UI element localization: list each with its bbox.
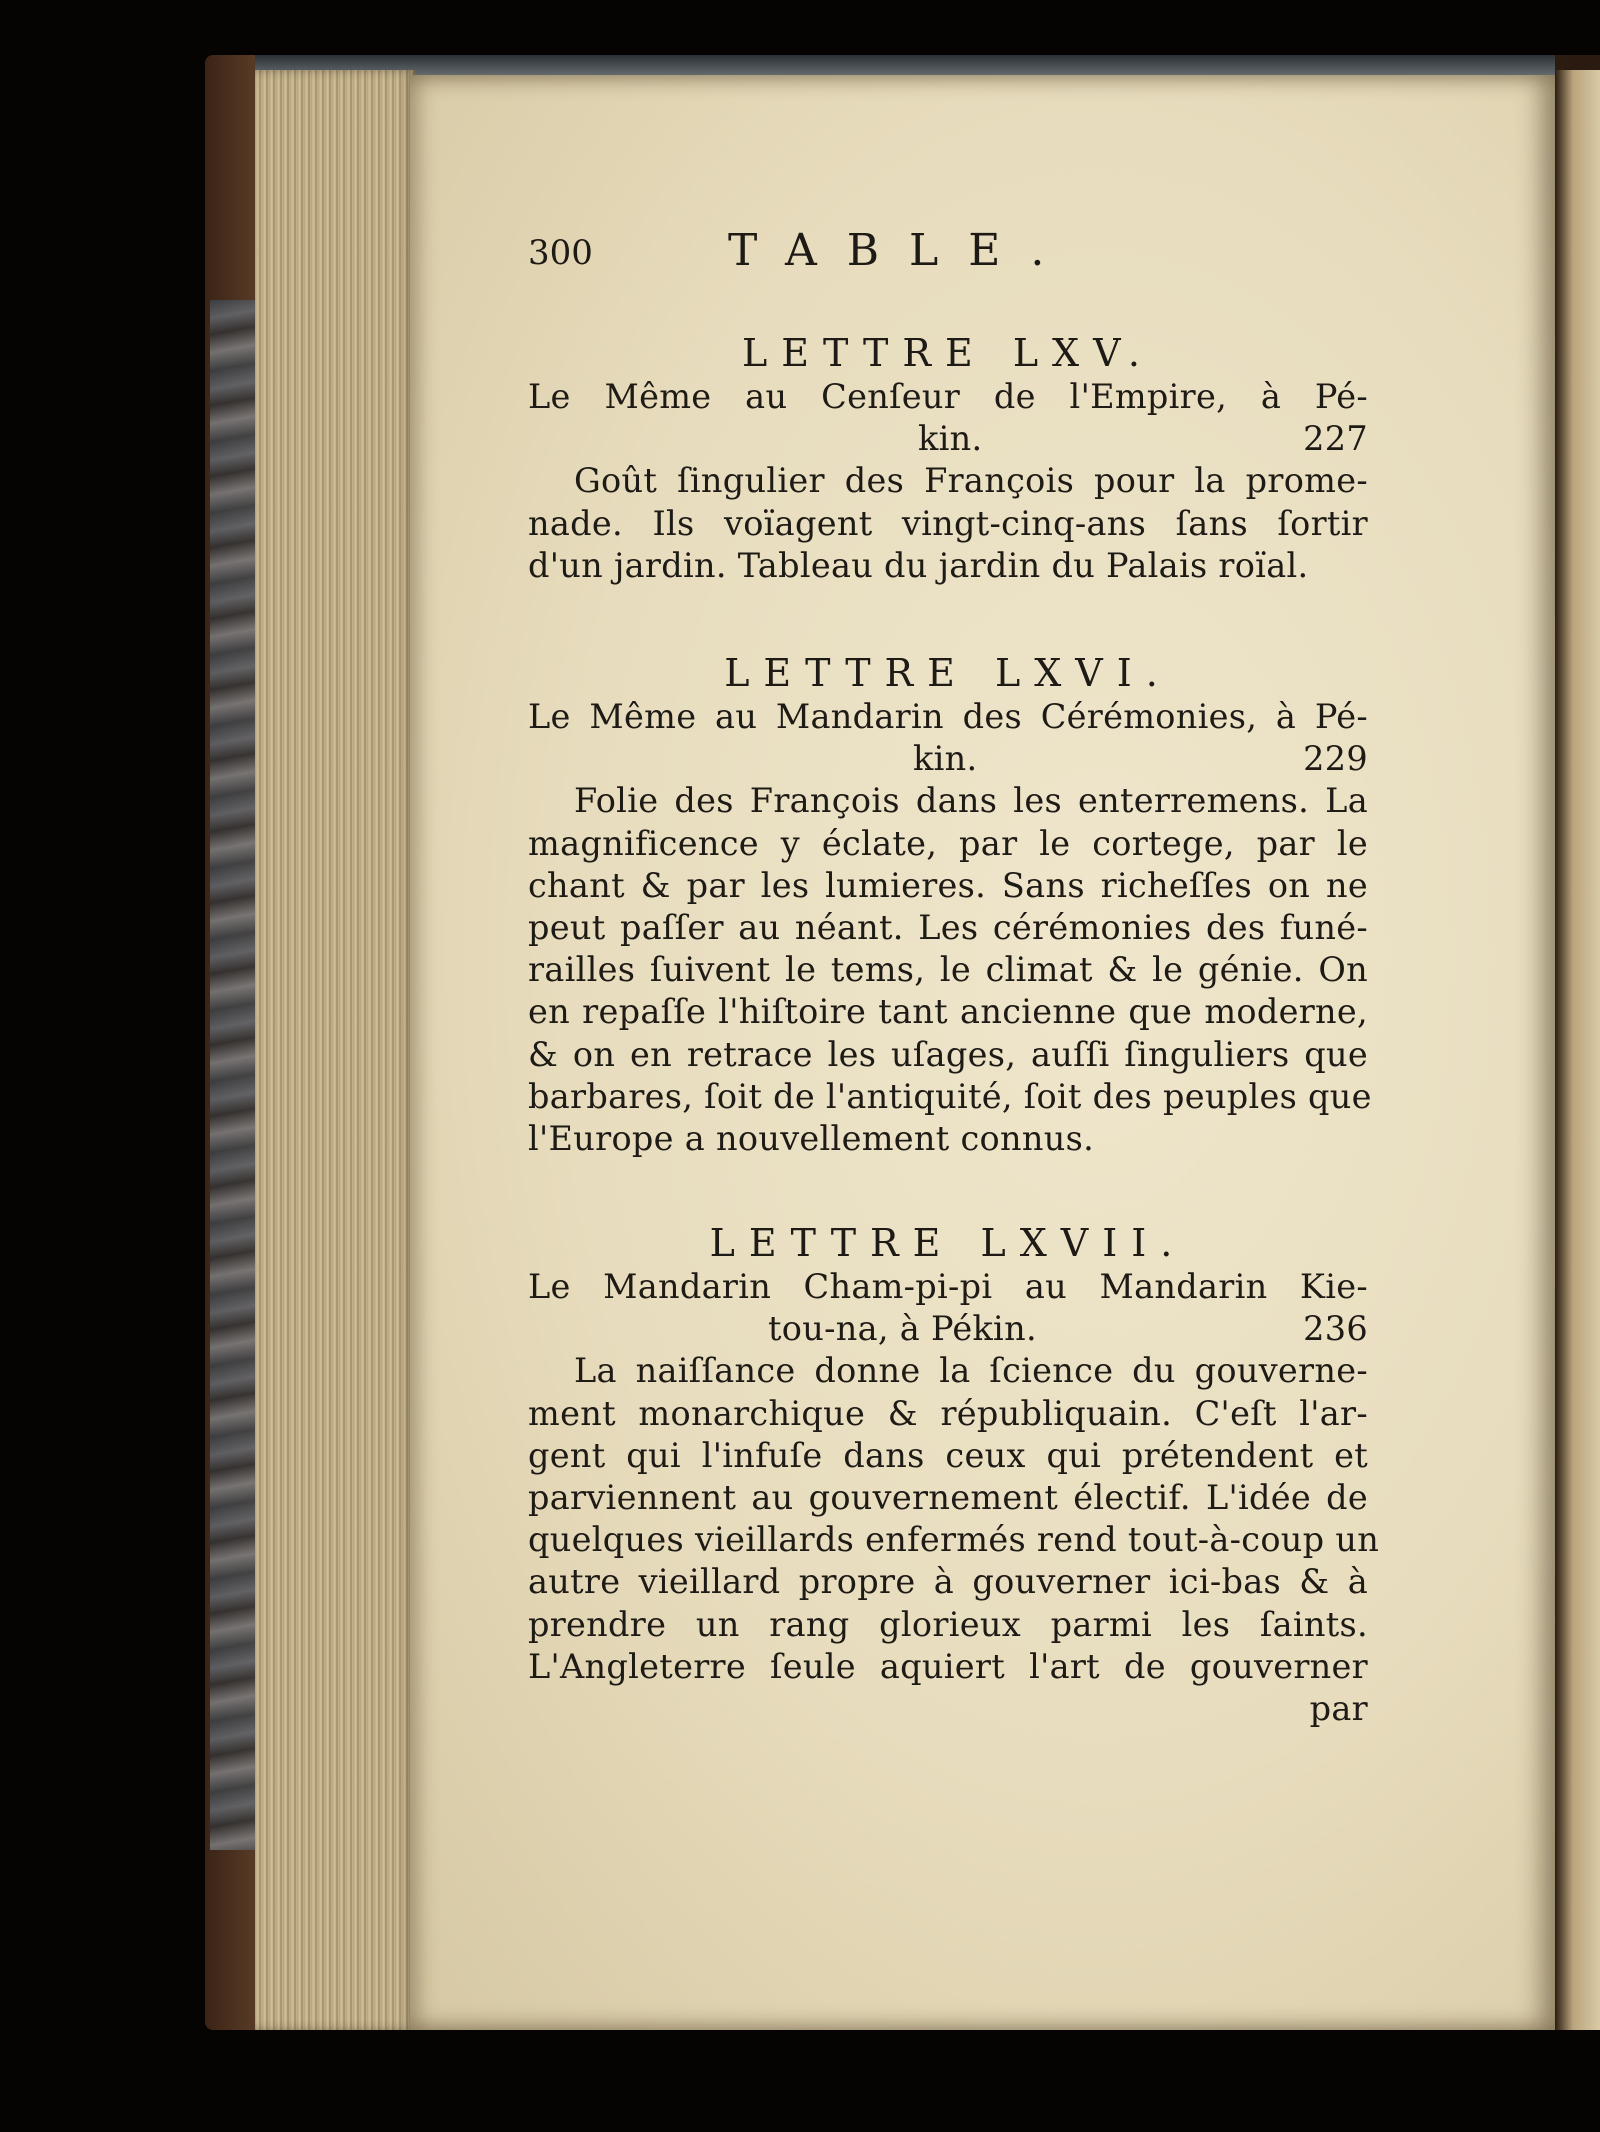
letter-heading: LETTRE LXV. [742,331,1154,375]
summary-line: & on en retrace les uſages, auſſi ſinguliers que [528,1034,1368,1074]
page-reference: 236 [1303,1309,1368,1349]
letter-entry-lxvi [528,650,1372,1160]
summary-line: magnificence y éclate, par le cortege, par le [528,823,1368,863]
summary-line: d'un jardin. Tableau du jardin du Palais roïal. [528,545,1309,585]
letter-address-continued [528,738,1368,780]
summary-line: parviennent au gouvernement électif. L'idée de [528,1477,1368,1517]
summary-line: Goût ſingulier des François pour la prome- [574,461,1368,501]
summary-line: nade. Ils voïagent vingt-cinq-ans ſans ſortir [528,503,1368,543]
page-reference: 229 [1303,739,1368,779]
letter-entry-lxv [528,330,1368,587]
page-block-edge [255,70,415,2030]
page-reference: 227 [1303,419,1368,459]
running-head [528,225,1368,285]
summary-line: ment monarchique & républiquain. C'eſt l'ar- [528,1393,1368,1433]
summary-line: chant & par les lumieres. Sans richeſſes on ne [528,865,1368,905]
summary-line: prendre un rang glorieux parmi les ſaints. [528,1604,1368,1644]
page-head-edge [255,55,1555,77]
letter-address: Le Même au Mandarin des Cérémonies, à Pé- [528,697,1368,736]
summary-line: l'Europe a nouvellement connus. [528,1118,1095,1158]
letter-heading: LETTRE LXVII. [709,1221,1187,1265]
summary-line: Folie des François dans les enterremens. La [574,781,1368,821]
letter-address-continued [528,418,1368,460]
address-continuation: tou-na, à Pékin. [768,1309,1037,1349]
summary-line: La naiſſance donne la ſcience du gouverne- [574,1351,1368,1391]
summary-line: autre vieillard propre à gouverner ici-bas & à [528,1562,1368,1602]
summary-line: L'Angleterre ſeule aquiert l'art de gouverner [528,1646,1368,1686]
summary-line: quelques vieillards enfermés rend tout-à-coup un [528,1520,1380,1560]
summary-line: peut paſſer au néant. Les cérémonies des funé- [528,907,1368,947]
letter-address: Le Mandarin Cham-pi-pi au Mandarin Kie- [528,1267,1368,1306]
running-title: TABLE. [728,225,1075,276]
page-number: 300 [528,233,593,273]
summary-line: railles ſuivent le tems, le climat & le génie. On [528,950,1368,990]
address-continuation: kin. [918,419,983,459]
letter-heading: LETTRE LXVI. [724,651,1172,695]
summary-line: gent qui l'infuſe dans ceux qui prétendent et [528,1435,1368,1475]
address-continuation: kin. [913,739,978,779]
summary-line: barbares, ſoit de l'antiquité, ſoit des peuples que [528,1076,1372,1116]
catchword: par [1309,1688,1368,1728]
facing-page-edge [1555,70,1600,2030]
letter-entry-lxvii [528,1220,1380,1730]
letter-address: Le Même au Cenſeur de l'Empire, à Pé- [528,377,1368,416]
letter-address-continued [528,1308,1368,1350]
summary-line: en repaſſe l'hiſtoire tant ancienne que moderne, [528,992,1368,1032]
